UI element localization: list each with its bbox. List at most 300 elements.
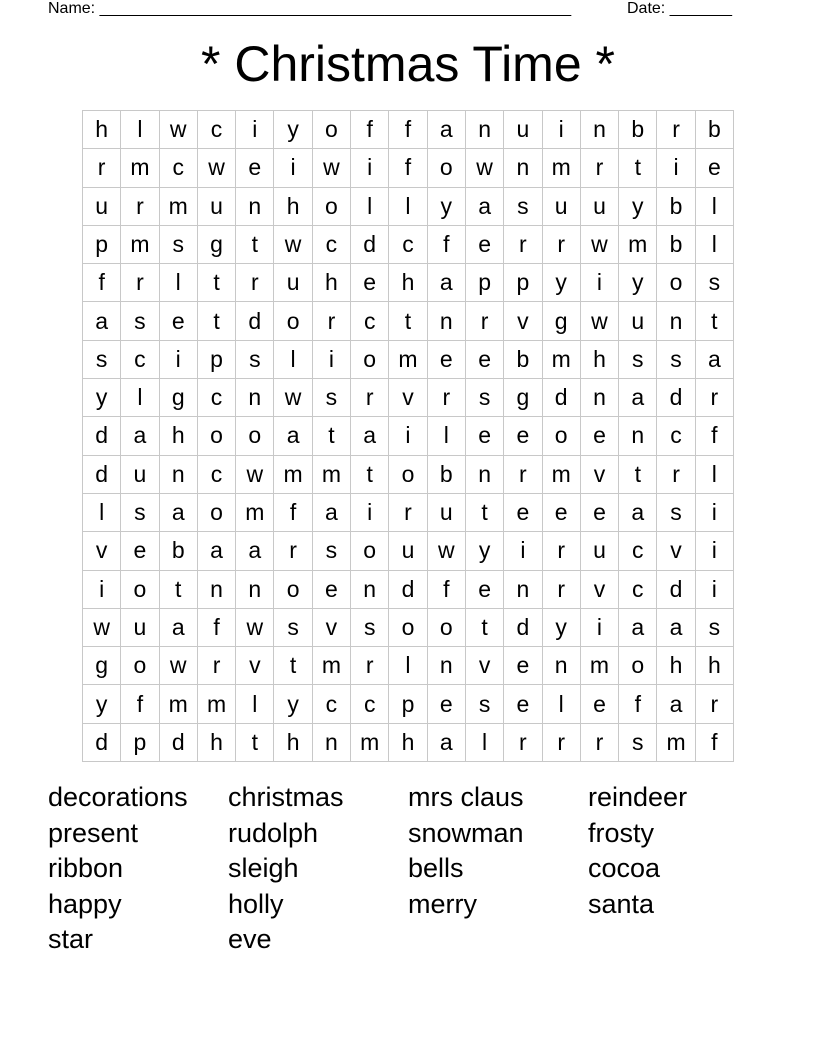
grid-cell: n (504, 149, 542, 187)
grid-cell: f (428, 226, 466, 264)
grid-cell: m (160, 188, 198, 226)
grid-cell: f (198, 609, 236, 647)
grid-cell: b (619, 111, 657, 149)
grid-cell: m (121, 226, 159, 264)
grid-cell: n (428, 647, 466, 685)
grid-cell: f (696, 724, 734, 762)
word-list-item: santa (588, 888, 655, 919)
grid-cell: g (198, 226, 236, 264)
grid-cell: m (543, 456, 581, 494)
grid-cell: w (160, 111, 198, 149)
grid-cell: p (121, 724, 159, 762)
grid-cell: i (160, 341, 198, 379)
grid-cell: o (274, 302, 312, 340)
grid-cell: n (543, 647, 581, 685)
grid-cell: r (543, 724, 581, 762)
grid-cell: n (351, 571, 389, 609)
grid-cell: c (160, 149, 198, 187)
grid-cell: c (198, 456, 236, 494)
grid-cell: u (121, 456, 159, 494)
grid-cell: a (274, 417, 312, 455)
grid-cell: b (428, 456, 466, 494)
grid-cell: r (504, 724, 542, 762)
grid-cell: v (504, 302, 542, 340)
grid-cell: s (466, 379, 504, 417)
grid-cell: n (657, 302, 695, 340)
grid-cell: y (543, 264, 581, 302)
grid-cell: t (160, 571, 198, 609)
grid-cell: c (198, 111, 236, 149)
grid-cell: d (83, 724, 121, 762)
grid-cell: l (696, 188, 734, 226)
grid-cell: t (198, 264, 236, 302)
grid-cell: a (313, 494, 351, 532)
grid-cell: m (160, 685, 198, 723)
grid-cell: t (274, 647, 312, 685)
grid-cell: l (543, 685, 581, 723)
grid-cell: s (504, 188, 542, 226)
grid-cell: o (198, 494, 236, 532)
word-list-item: mrs claus (408, 782, 524, 812)
grid-cell: u (543, 188, 581, 226)
grid-cell: r (696, 685, 734, 723)
grid-cell: d (83, 456, 121, 494)
word-list-item: christmas (228, 782, 344, 812)
grid-cell: y (83, 685, 121, 723)
grid-cell: n (619, 417, 657, 455)
grid-cell: o (657, 264, 695, 302)
grid-cell: e (466, 226, 504, 264)
grid-cell: h (389, 724, 427, 762)
grid-cell: m (313, 456, 351, 494)
grid-cell: e (696, 149, 734, 187)
grid-cell: a (121, 417, 159, 455)
grid-cell: n (581, 111, 619, 149)
grid-cell: u (83, 188, 121, 226)
word-list-item: decorations (48, 782, 188, 812)
grid-cell: i (274, 149, 312, 187)
grid-cell: s (313, 379, 351, 417)
grid-cell: r (466, 302, 504, 340)
grid-cell: n (198, 571, 236, 609)
grid-cell: d (657, 379, 695, 417)
grid-cell: t (389, 302, 427, 340)
grid-cell: e (351, 264, 389, 302)
grid-cell: l (121, 111, 159, 149)
grid-cell: v (657, 532, 695, 570)
grid-cell: g (504, 379, 542, 417)
word-list-item: eve (228, 924, 272, 954)
grid-cell: i (581, 264, 619, 302)
grid-cell: l (389, 647, 427, 685)
grid-cell: w (428, 532, 466, 570)
grid-cell: l (428, 417, 466, 455)
grid-cell: c (351, 302, 389, 340)
word-list-item: present (48, 817, 139, 848)
grid-cell: t (236, 226, 274, 264)
word-list-item: rudolph (228, 817, 319, 848)
grid-cell: r (389, 494, 427, 532)
grid-cell: s (657, 341, 695, 379)
grid-cell: m (543, 149, 581, 187)
grid-cell: f (351, 111, 389, 149)
grid-cell: w (236, 609, 274, 647)
grid-cell: y (619, 264, 657, 302)
grid-cell: m (543, 341, 581, 379)
grid-cell: u (581, 188, 619, 226)
grid-cell: m (274, 456, 312, 494)
grid-cell: r (121, 188, 159, 226)
grid-cell: w (581, 226, 619, 264)
grid-cell: s (121, 494, 159, 532)
grid-cell: b (657, 226, 695, 264)
grid-cell: e (121, 532, 159, 570)
grid-cell: r (657, 111, 695, 149)
grid-cell: e (581, 685, 619, 723)
grid-cell: g (83, 647, 121, 685)
grid-cell: o (121, 647, 159, 685)
grid-cell: w (466, 149, 504, 187)
grid-cell: o (198, 417, 236, 455)
grid-cell: g (160, 379, 198, 417)
grid-cell: c (619, 571, 657, 609)
grid-cell: u (121, 609, 159, 647)
grid-cell: n (160, 456, 198, 494)
grid-cell: l (696, 226, 734, 264)
grid-cell: s (236, 341, 274, 379)
grid-cell: a (619, 379, 657, 417)
grid-cell: u (581, 532, 619, 570)
grid-cell: a (466, 188, 504, 226)
grid-cell: h (274, 724, 312, 762)
grid-cell: y (619, 188, 657, 226)
grid-cell: y (428, 188, 466, 226)
grid-cell: l (351, 188, 389, 226)
grid-cell: a (619, 609, 657, 647)
grid-cell: i (696, 494, 734, 532)
grid-cell: a (83, 302, 121, 340)
grid-cell: e (428, 341, 466, 379)
grid-cell: c (657, 417, 695, 455)
grid-cell: u (504, 111, 542, 149)
grid-cell: m (351, 724, 389, 762)
grid-cell: b (160, 532, 198, 570)
date-field-label: Date: _______ (627, 0, 732, 17)
grid-cell: u (274, 264, 312, 302)
grid-cell: o (351, 341, 389, 379)
grid-cell: e (543, 494, 581, 532)
grid-cell: o (236, 417, 274, 455)
grid-cell: o (543, 417, 581, 455)
grid-cell: a (160, 609, 198, 647)
grid-cell: b (657, 188, 695, 226)
grid-cell: a (657, 609, 695, 647)
grid-cell: t (466, 609, 504, 647)
word-list-item: cocoa (588, 853, 661, 883)
word-search-grid (82, 110, 734, 762)
grid-cell: c (313, 685, 351, 723)
grid-cell: w (236, 456, 274, 494)
grid-cell: l (236, 685, 274, 723)
grid-cell: h (274, 188, 312, 226)
grid-cell: e (504, 685, 542, 723)
grid-cell: b (696, 111, 734, 149)
grid-cell: p (389, 685, 427, 723)
word-list-item: sleigh (228, 853, 299, 883)
grid-cell: i (581, 609, 619, 647)
grid-cell: d (160, 724, 198, 762)
grid-cell: b (504, 341, 542, 379)
grid-cell: e (504, 647, 542, 685)
grid-cell: d (83, 417, 121, 455)
grid-cell: r (121, 264, 159, 302)
grid-cell: r (504, 456, 542, 494)
grid-cell: h (83, 111, 121, 149)
grid-cell: c (121, 341, 159, 379)
word-list-item: happy (48, 888, 122, 919)
word-list-item: holly (228, 888, 284, 919)
grid-cell: o (389, 456, 427, 494)
grid-cell: h (696, 647, 734, 685)
grid-cell: r (428, 379, 466, 417)
grid-cell: w (313, 149, 351, 187)
grid-cell: d (236, 302, 274, 340)
grid-cell: r (657, 456, 695, 494)
grid-cell: a (428, 111, 466, 149)
grid-cell: a (428, 724, 466, 762)
grid-cell: r (236, 264, 274, 302)
grid-cell: v (236, 647, 274, 685)
grid-cell: v (581, 456, 619, 494)
grid-cell: r (581, 149, 619, 187)
grid-cell: e (428, 685, 466, 723)
grid-cell: r (696, 379, 734, 417)
grid-cell: e (581, 417, 619, 455)
grid-cell: e (236, 149, 274, 187)
grid-cell: w (198, 149, 236, 187)
grid-cell: o (121, 571, 159, 609)
grid-cell: m (581, 647, 619, 685)
grid-cell: o (428, 149, 466, 187)
grid-cell: d (657, 571, 695, 609)
grid-cell: n (236, 188, 274, 226)
word-list-item: merry (408, 888, 477, 919)
grid-cell: a (160, 494, 198, 532)
grid-cell: e (313, 571, 351, 609)
grid-cell: s (274, 609, 312, 647)
grid-cell: u (428, 494, 466, 532)
grid-cell: i (313, 341, 351, 379)
grid-cell: a (619, 494, 657, 532)
grid-cell: i (504, 532, 542, 570)
grid-cell: s (619, 724, 657, 762)
grid-cell: m (236, 494, 274, 532)
grid-cell: p (198, 341, 236, 379)
grid-cell: h (581, 341, 619, 379)
grid-cell: l (466, 724, 504, 762)
word-list-item: star (48, 924, 94, 954)
grid-cell: w (83, 609, 121, 647)
grid-cell: g (543, 302, 581, 340)
grid-cell: i (543, 111, 581, 149)
grid-cell: m (198, 685, 236, 723)
grid-cell: t (619, 456, 657, 494)
grid-cell: a (696, 341, 734, 379)
grid-cell: y (274, 111, 312, 149)
grid-cell: y (274, 685, 312, 723)
grid-cell: m (619, 226, 657, 264)
word-list-item: frosty (588, 817, 655, 848)
grid-cell: o (274, 571, 312, 609)
grid-cell: e (581, 494, 619, 532)
grid-cell: r (543, 571, 581, 609)
grid-cell: m (121, 149, 159, 187)
grid-cell: r (313, 302, 351, 340)
grid-cell: w (160, 647, 198, 685)
grid-cell: v (313, 609, 351, 647)
grid-cell: u (389, 532, 427, 570)
grid-cell: m (657, 724, 695, 762)
grid-cell: c (619, 532, 657, 570)
grid-cell: y (466, 532, 504, 570)
grid-cell: i (389, 417, 427, 455)
grid-cell: l (274, 341, 312, 379)
grid-cell: u (198, 188, 236, 226)
grid-cell: f (389, 149, 427, 187)
grid-cell: e (504, 494, 542, 532)
grid-cell: t (351, 456, 389, 494)
grid-cell: d (504, 609, 542, 647)
grid-cell: s (313, 532, 351, 570)
grid-cell: v (581, 571, 619, 609)
grid-cell: o (389, 609, 427, 647)
grid-cell: e (466, 341, 504, 379)
grid-cell: r (504, 226, 542, 264)
grid-cell: a (351, 417, 389, 455)
grid-cell: n (466, 111, 504, 149)
grid-cell: o (619, 647, 657, 685)
name-field-label: Name: _____________________________________________________ (48, 0, 572, 17)
grid-cell: h (657, 647, 695, 685)
grid-cell: r (581, 724, 619, 762)
grid-cell: s (83, 341, 121, 379)
grid-cell: w (581, 302, 619, 340)
grid-cell: c (313, 226, 351, 264)
grid-cell: a (428, 264, 466, 302)
grid-cell: i (83, 571, 121, 609)
grid-cell: h (198, 724, 236, 762)
grid-cell: t (198, 302, 236, 340)
grid-cell: l (121, 379, 159, 417)
grid-cell: v (466, 647, 504, 685)
grid-cell: a (657, 685, 695, 723)
grid-cell: w (274, 379, 312, 417)
grid-cell: e (466, 417, 504, 455)
grid-cell: p (504, 264, 542, 302)
grid-cell: a (198, 532, 236, 570)
grid-cell: r (198, 647, 236, 685)
grid-cell: v (83, 532, 121, 570)
grid-cell: n (504, 571, 542, 609)
grid-cell: i (351, 149, 389, 187)
grid-cell: t (236, 724, 274, 762)
grid-cell: r (83, 149, 121, 187)
grid-cell: l (389, 188, 427, 226)
grid-cell: i (351, 494, 389, 532)
grid-cell: r (274, 532, 312, 570)
grid-cell: l (696, 456, 734, 494)
grid-cell: f (274, 494, 312, 532)
grid-cell: s (657, 494, 695, 532)
grid-cell: l (83, 494, 121, 532)
grid-cell: f (83, 264, 121, 302)
grid-cell: r (351, 647, 389, 685)
grid-cell: n (236, 571, 274, 609)
grid-cell: m (389, 341, 427, 379)
grid-cell: w (274, 226, 312, 264)
grid-cell: p (83, 226, 121, 264)
grid-cell: d (389, 571, 427, 609)
grid-cell: i (657, 149, 695, 187)
grid-cell: y (543, 609, 581, 647)
grid-cell: c (351, 685, 389, 723)
grid-cell: n (236, 379, 274, 417)
grid-cell: s (160, 226, 198, 264)
grid-cell: o (313, 111, 351, 149)
grid-cell: n (313, 724, 351, 762)
grid-cell: t (466, 494, 504, 532)
grid-cell: l (160, 264, 198, 302)
grid-cell: i (696, 571, 734, 609)
word-list-item: snowman (408, 817, 524, 848)
grid-cell: r (351, 379, 389, 417)
grid-cell: f (696, 417, 734, 455)
grid-cell: t (619, 149, 657, 187)
word-list-item: bells (408, 853, 464, 883)
word-list-item: reindeer (588, 782, 688, 812)
grid-cell: v (389, 379, 427, 417)
grid-cell: t (696, 302, 734, 340)
word-list-item: ribbon (48, 853, 124, 883)
grid-cell: h (160, 417, 198, 455)
grid-cell: i (696, 532, 734, 570)
grid-cell: a (236, 532, 274, 570)
grid-cell: e (466, 571, 504, 609)
grid-cell: f (389, 111, 427, 149)
grid-cell: f (619, 685, 657, 723)
grid-cell: c (389, 226, 427, 264)
grid-cell: e (160, 302, 198, 340)
grid-cell: s (351, 609, 389, 647)
grid-cell: s (696, 264, 734, 302)
grid-cell: i (236, 111, 274, 149)
word-list (48, 780, 768, 958)
grid-cell: f (121, 685, 159, 723)
grid-cell: p (466, 264, 504, 302)
grid-cell: c (198, 379, 236, 417)
grid-cell: r (543, 226, 581, 264)
grid-cell: f (428, 571, 466, 609)
grid-cell: s (121, 302, 159, 340)
grid-cell: n (581, 379, 619, 417)
grid-cell: n (466, 456, 504, 494)
grid-cell: m (313, 647, 351, 685)
grid-cell: o (351, 532, 389, 570)
grid-cell: t (313, 417, 351, 455)
grid-cell: s (466, 685, 504, 723)
grid-cell: h (313, 264, 351, 302)
grid-cell: s (619, 341, 657, 379)
